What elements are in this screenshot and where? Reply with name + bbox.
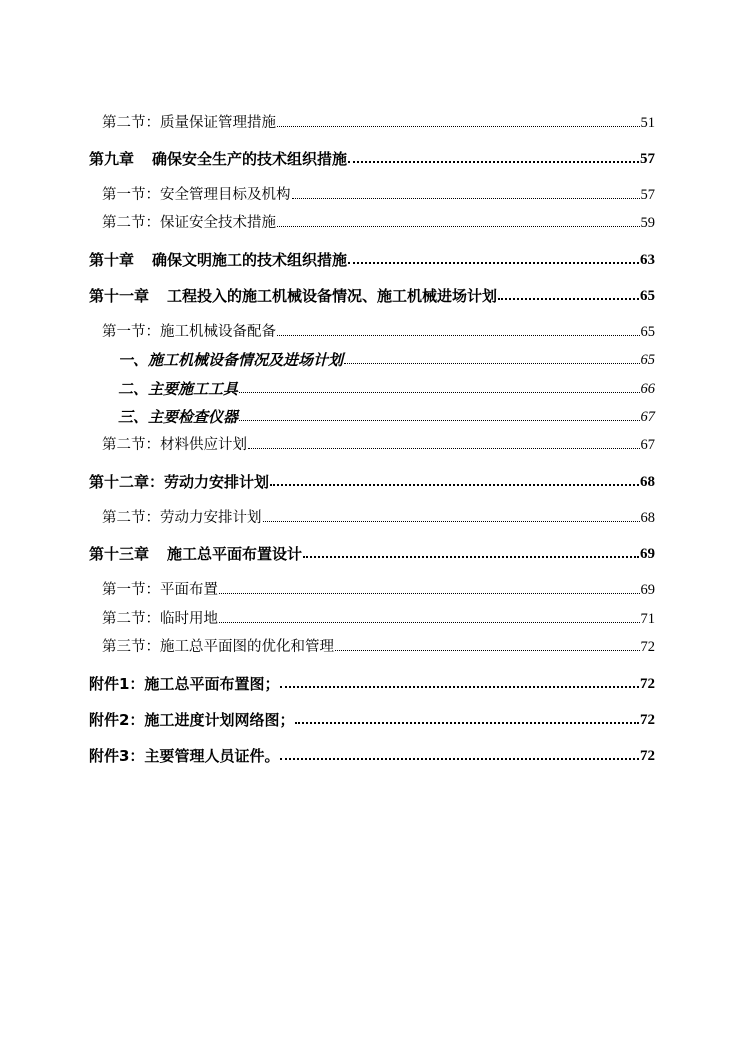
toc-page-number: 72 (640, 639, 655, 655)
toc-entry-section[interactable] (89, 184, 655, 204)
toc-page-number: 57 (640, 187, 655, 203)
toc-page-number: 68 (640, 474, 655, 490)
dot-leader (348, 161, 639, 163)
toc-entry-label: 第二节：临时用地 (102, 611, 218, 627)
toc-page-number: 72 (640, 712, 655, 728)
toc-entry-section[interactable] (89, 212, 655, 232)
chapter-title: 确保安全生产的技术组织措施 (152, 150, 348, 168)
toc-entry-label: 附件3：主要管理人员证件。 (89, 747, 280, 765)
toc-page-number: 69 (640, 546, 655, 562)
toc-page-number: 72 (640, 676, 655, 692)
toc-entry-label (89, 287, 497, 305)
toc-entry-section[interactable] (89, 636, 655, 656)
toc-entry-label: 第二节：质量保证管理措施 (102, 115, 276, 131)
dot-leader (277, 335, 640, 336)
chapter-title: 确保文明施工的技术组织措施 (152, 251, 348, 269)
toc-entry-section[interactable] (89, 321, 655, 341)
toc-entry-label: 第一节：平面布置 (102, 582, 218, 598)
toc-entry-label: 第一节：施工机械设备配备 (102, 324, 276, 340)
toc-entry-label: 附件2：施工进度计划网络图； (89, 711, 295, 729)
toc-entry-label: 二、主要施工工具 (118, 380, 239, 398)
toc-page-number: 59 (640, 215, 655, 231)
dot-leader (219, 593, 640, 594)
chapter-title: 施工总平面布置设计 (167, 545, 303, 563)
toc-entry-chapter[interactable] (89, 249, 655, 269)
toc-page-number: 69 (640, 582, 655, 598)
toc-entry-label: 第二节：材料供应计划 (102, 437, 247, 453)
chapter-number: 第九章 (89, 150, 135, 168)
toc-entry-section[interactable] (89, 579, 655, 599)
toc-page-number: 68 (640, 510, 655, 526)
toc-page-number: 67 (640, 409, 655, 425)
toc-entry-label (89, 150, 347, 168)
dot-leader (335, 650, 640, 651)
toc-entry-label: 一、施工机械设备情况及进场计划 (118, 351, 344, 369)
toc-page-number: 51 (640, 115, 655, 131)
toc-entry-appendix[interactable] (89, 745, 655, 765)
dot-leader (239, 420, 639, 421)
toc-entry-subsection[interactable] (89, 406, 655, 426)
dot-leader (263, 521, 640, 522)
dot-leader (498, 298, 639, 300)
toc-page-number: 65 (640, 352, 655, 368)
dot-leader (295, 722, 639, 724)
toc-page-number: 71 (640, 611, 655, 627)
toc-entry-label: 第二节：保证安全技术措施 (102, 215, 276, 231)
dot-leader (277, 226, 640, 227)
toc-entry-subsection[interactable] (89, 349, 655, 369)
toc-page-number: 65 (640, 324, 655, 340)
toc-page-number: 72 (640, 748, 655, 764)
toc-entry-label: 第十二章：劳动力安排计划 (89, 473, 270, 491)
toc-page-number: 65 (640, 288, 655, 304)
dot-leader (348, 262, 639, 264)
toc-entry-chapter[interactable] (89, 543, 655, 563)
toc-entry-chapter[interactable] (89, 285, 655, 305)
toc-entry-appendix[interactable] (89, 673, 655, 693)
dot-leader (239, 392, 639, 393)
dot-leader (270, 484, 639, 486)
toc-page-number: 67 (640, 437, 655, 453)
dot-leader (303, 556, 639, 558)
chapter-title: 工程投入的施工机械设备情况、施工机械进场计划 (167, 287, 498, 305)
dot-leader (292, 198, 640, 199)
toc-entry-subsection[interactable] (89, 378, 655, 398)
toc-page-number: 57 (640, 151, 655, 167)
toc-entry-chapter[interactable] (89, 471, 655, 491)
chapter-number: 第十章 (89, 251, 135, 269)
dot-leader (280, 758, 639, 760)
toc-entry-label (89, 251, 347, 269)
toc-entry-label: 第二节：劳动力安排计划 (102, 510, 262, 526)
dot-leader (248, 448, 640, 449)
toc-entry-section[interactable] (89, 112, 655, 132)
toc-entry-appendix[interactable] (89, 709, 655, 729)
toc-entry-label: 第一节：安全管理目标及机构 (102, 187, 291, 203)
chapter-number: 第十一章 (89, 287, 150, 305)
dot-leader (344, 363, 639, 364)
toc-entry-section[interactable] (89, 434, 655, 454)
toc-entry-label (89, 545, 302, 563)
toc-page-number: 63 (640, 252, 655, 268)
toc-entry-label: 第三节：施工总平面图的优化和管理 (102, 639, 334, 655)
toc-entry-section[interactable] (89, 608, 655, 628)
toc-entry-section[interactable] (89, 507, 655, 527)
toc-entry-label: 附件1：施工总平面布置图； (89, 675, 280, 693)
toc-entry-chapter[interactable] (89, 148, 655, 168)
toc-page-number: 66 (640, 381, 655, 397)
chapter-number: 第十三章 (89, 545, 150, 563)
toc-entry-label: 三、主要检查仪器 (118, 408, 239, 426)
dot-leader (280, 686, 639, 688)
dot-leader (277, 126, 640, 127)
dot-leader (219, 622, 640, 623)
